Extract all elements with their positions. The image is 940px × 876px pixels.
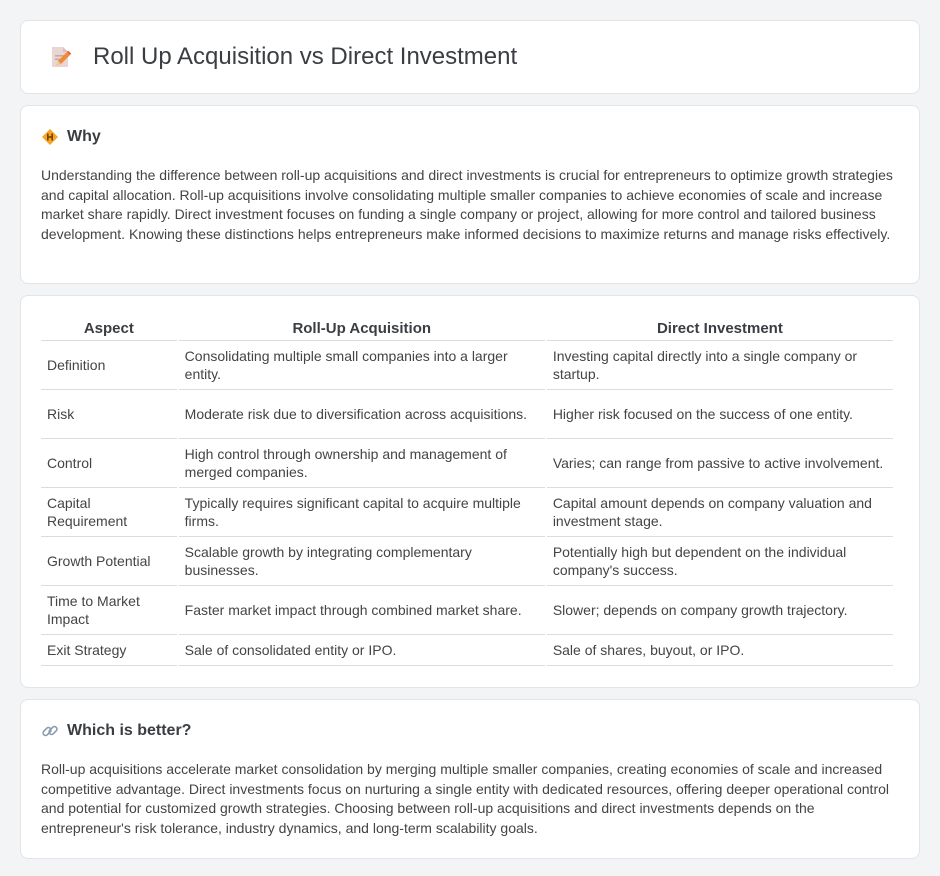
aspect-cell: Definition: [41, 341, 177, 390]
table-row: [41, 586, 893, 635]
direct-cell: Varies; can range from passive to active involvement.: [547, 439, 893, 488]
direct-cell: Higher risk focused on the success of one entity.: [547, 390, 893, 439]
better-heading-row: [41, 722, 899, 740]
column-header: Aspect: [41, 318, 177, 341]
column-header: Roll-Up Acquisition: [179, 318, 545, 341]
link-icon: [41, 722, 59, 740]
aspect-cell: Capital Requirement: [41, 488, 177, 537]
aspect-cell: Time to Market Impact: [41, 586, 177, 635]
aspect-cell: Control: [41, 439, 177, 488]
direct-cell: Investing capital directly into a single company or startup.: [547, 341, 893, 390]
which-better-section: [20, 699, 920, 859]
table-row: [41, 439, 893, 488]
why-paragraph: Understanding the difference between roll-up acquisitions and direct investments is crucial for entrepreneurs to optimize growth strategies and capital allocation. Roll-up acquisitions involve consolidating multiple smaller companies to achieve economies of scale and increase market share rapidly. Direct investment focuses on funding a single company or project, allowing for more control and tailored business development. Knowing these distinctions helps entrepreneurs make informed decisions to maximize returns and manage risks effectively.: [41, 167, 893, 242]
title-card: [20, 20, 920, 94]
comparison-table: [39, 318, 895, 666]
rollup-cell: Faster market impact through combined market share.: [179, 586, 545, 635]
table-row: [41, 390, 893, 439]
why-heading-row: [41, 128, 899, 146]
direct-cell: Slower; depends on company growth trajectory.: [547, 586, 893, 635]
why-section: [20, 105, 920, 284]
table-row: [41, 635, 893, 666]
rollup-cell: Moderate risk due to diversification across acquisitions.: [179, 390, 545, 439]
table-header-row: [41, 318, 893, 341]
table-row: [41, 488, 893, 537]
rollup-cell: Typically requires significant capital to acquire multiple firms.: [179, 488, 545, 537]
rollup-cell: High control through ownership and management of merged companies.: [179, 439, 545, 488]
column-header: Direct Investment: [547, 318, 893, 341]
rollup-cell: Sale of consolidated entity or IPO.: [179, 635, 545, 666]
document-pencil-icon: [47, 44, 73, 70]
direct-cell: Potentially high but dependent on the individual company's success.: [547, 537, 893, 586]
direct-cell: Capital amount depends on company valuation and investment stage.: [547, 488, 893, 537]
table-row: [41, 341, 893, 390]
aspect-cell: Exit Strategy: [41, 635, 177, 666]
comparison-section: [20, 295, 920, 688]
better-heading: Which is better?: [67, 722, 192, 739]
aspect-cell: Risk: [41, 390, 177, 439]
direct-cell: Sale of shares, buyout, or IPO.: [547, 635, 893, 666]
diamond-warning-icon: [41, 128, 59, 146]
page-title: Roll Up Acquisition vs Direct Investment: [93, 43, 518, 70]
rollup-cell: Scalable growth by integrating complementary businesses.: [179, 537, 545, 586]
table-row: [41, 537, 893, 586]
why-heading: Why: [67, 128, 101, 145]
rollup-cell: Consolidating multiple small companies into a larger entity.: [179, 341, 545, 390]
aspect-cell: Growth Potential: [41, 537, 177, 586]
better-paragraph: Roll-up acquisitions accelerate market consolidation by merging multiple smaller companies, creating economies of scale and increased competitive advantage. Direct investments focus on nurturing a single entity with dedicated resources, offering deeper operational control and potential for customized growth strategies. Choosing between roll-up acquisitions and direct investments depends on the entrepreneur's risk tolerance, industry dynamics, and long-term scalability goals.: [41, 761, 889, 836]
